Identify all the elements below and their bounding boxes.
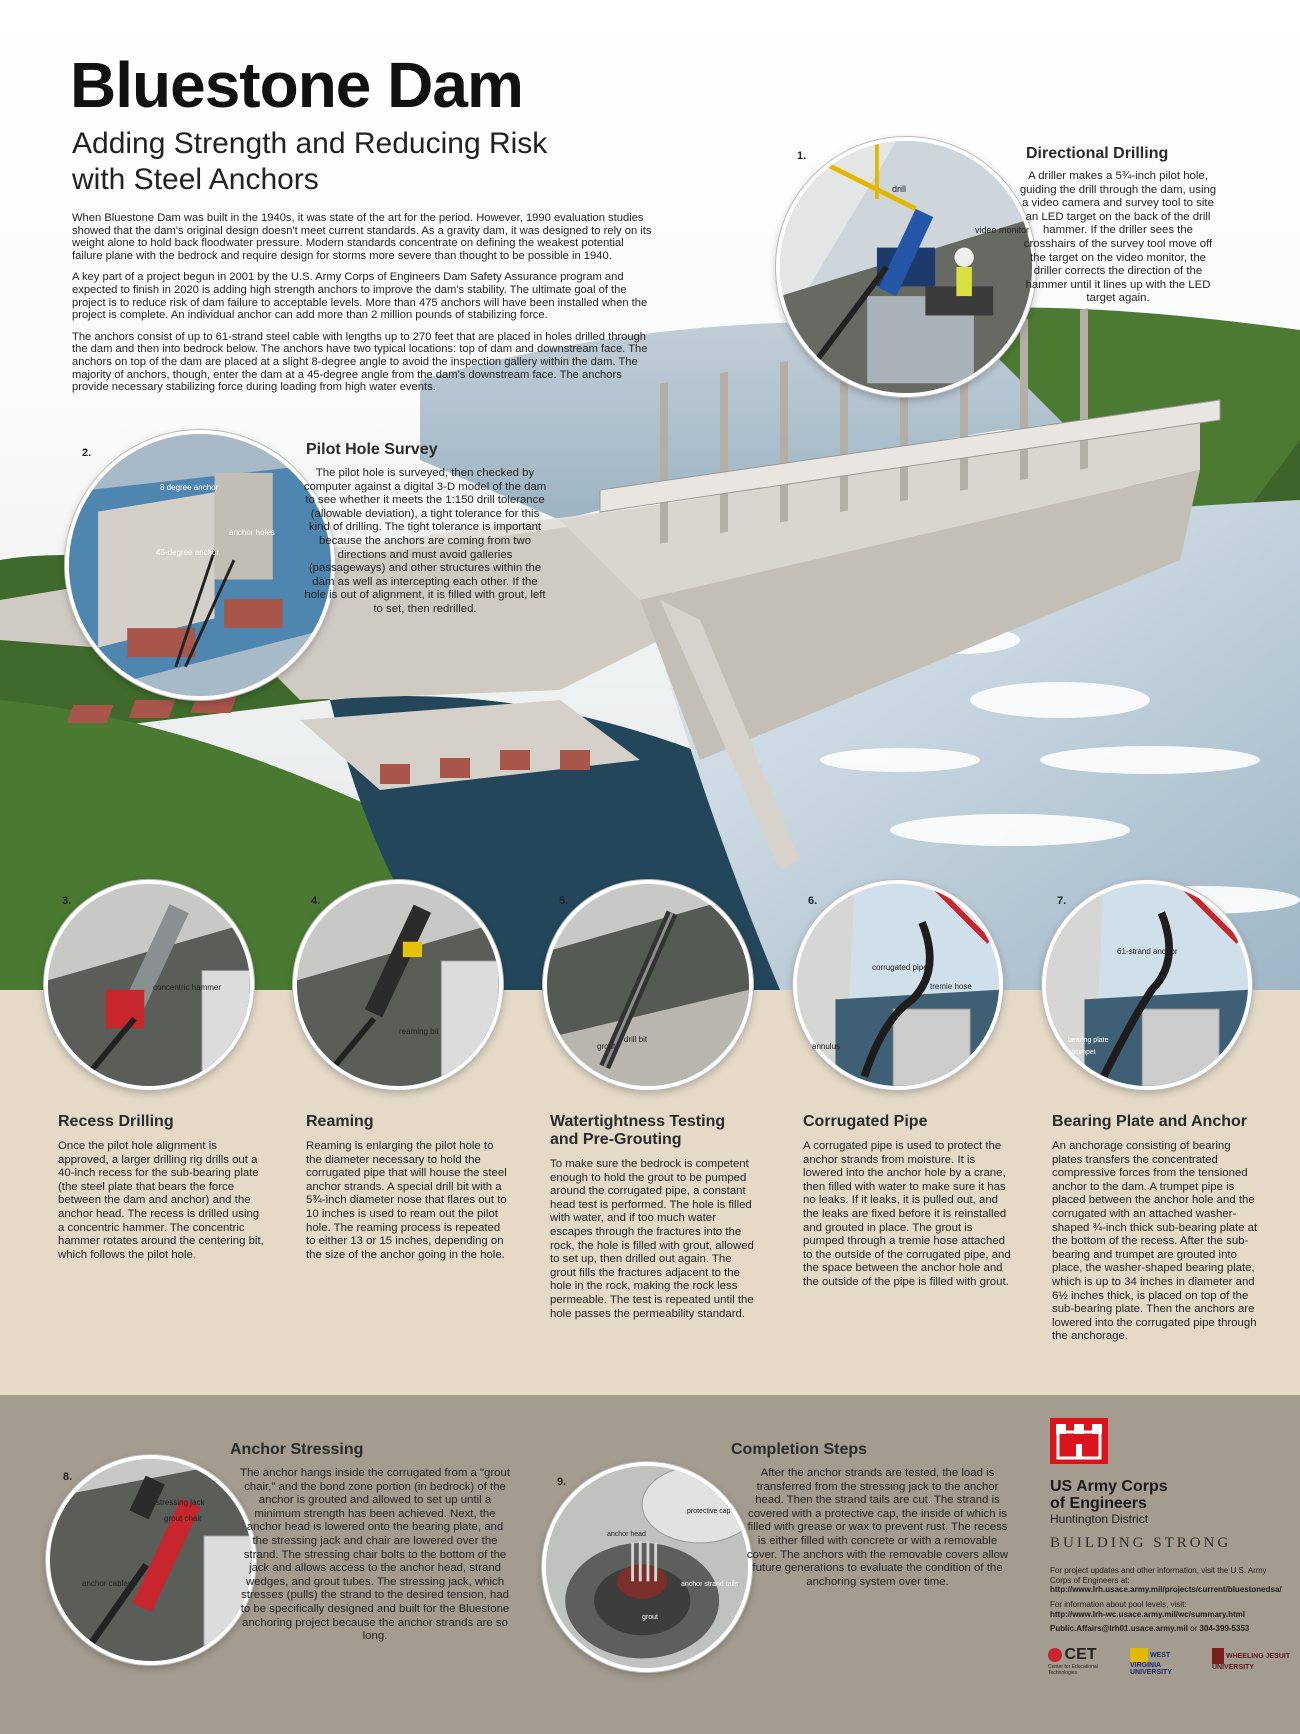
intro-text	[72, 212, 652, 403]
step-6-text: A corrugated pipe is used to protect the anchor strands from moisture. It is lowered into the anchor hole by a crane, then filled with water to make sure it has no leaks. If it leaks, it is pulled out, and the leaks are fixed before it is reinstalled and grouted in place. The grout is pumped through a tremie hose attached to the outside of the corrugated pipe, and the space between the anchor hole and the outside of the pipe is filled with grout.	[803, 1140, 1011, 1288]
step-8-text: The anchor hangs inside the corrugated from a "grout chair," and the bond zone portion (in bedrock) of the anchor is grouted and allowed to set up until a minimum strength has been achieved. Next, the anchor head is lowered onto the bearing plate, and the stressing jack and chair are lowered over the strand. The stressing chair bolts to the bottom of the jack and allows access to the anchor head, strand wedges, and grout tubes. The stressing jack, which stresses (pulls) the strand to the desired tension, had to be specifically designed and built for the Bluestone anchoring project because the anchor strands are so long.	[240, 1467, 510, 1643]
step-5-number: 5.	[559, 895, 569, 907]
page-subtitle	[72, 126, 672, 198]
step-9-number: 9.	[557, 1476, 567, 1488]
step-4-label: reaming bit	[399, 1027, 439, 1036]
step-9-label-grout: grout	[642, 1614, 658, 1621]
step-5-circle	[543, 880, 753, 1090]
partner-cet-name: CET	[1064, 1646, 1097, 1663]
step-3-circle	[44, 880, 254, 1090]
step-1-title: Directional Drilling	[1026, 145, 1169, 162]
step-3-title: Recess Drilling	[58, 1113, 174, 1130]
partner-wvu	[1130, 1648, 1200, 1676]
contact-phone: 304-399-5353	[1199, 1624, 1250, 1633]
step-6-label-pipe: corrugated pipe	[872, 963, 928, 972]
step-2-text: The pilot hole is surveyed, then checked by computer against a digital 3-D model of the dam to see whether it meets the 1:150 drill tolerance (allowable deviation), a tight tolerance for this kind of drilling. The tight tolerance is important because the anchors are coming from two directions and must avoid galleries (passageways) and other structures within the dam as well as intercepting each other. If the hole is out of alignment, it is filled with grout, left to set, then redrilled.	[303, 467, 547, 615]
step-9-label-tails: anchor strand tails	[681, 1581, 739, 1588]
step-8-label-jack: stressing jack	[156, 1498, 205, 1507]
wju-logo-icon	[1212, 1648, 1224, 1664]
step-1-number: 1.	[797, 150, 807, 162]
updates-info	[1050, 1566, 1290, 1595]
step-7-label-trumpet: trumpet	[1072, 1049, 1096, 1056]
step-1-circle	[776, 137, 1036, 397]
step-7-number: 7.	[1057, 895, 1067, 907]
step-9-label-cap: protective cap	[687, 1508, 731, 1515]
step-8-title: Anchor Stressing	[230, 1441, 364, 1458]
tagline: BUILDING STRONG	[1050, 1535, 1232, 1551]
step-7-label-plate: bearing plate	[1068, 1037, 1109, 1044]
step-1-text: A driller makes a 5¾-inch pilot hole, guiding the drill through the dam, using a video camera and survey tool to site an LED target on the back of the drill hammer. If the driller sees the crosshairs of the survey tool move off the target on the video monitor, the driller corrects the direction of the hammer until it lines up with the LED target again.	[1019, 170, 1217, 305]
step-5-title	[550, 1113, 725, 1149]
step-6-label-annulus: annulus	[812, 1042, 841, 1051]
step-5-label-drill: drill bit	[624, 1035, 648, 1044]
step-9-circle	[542, 1462, 752, 1672]
step-8-label-chair: grout chair	[164, 1514, 202, 1523]
step-3-label: concentric hammer	[153, 983, 222, 992]
step-3-text: Once the pilot hole alignment is approved, a larger drilling rig drills out a 40-inch recess for the sub-bearing plate (the steel plate that bears the force between the dam and anchor) and the anchor head. The recess is drilled using a concentric hammer. The concentric hammer rotates around the centering bit, which follows the pilot hole.	[58, 1140, 264, 1261]
step-9-label-head: anchor head	[607, 1531, 646, 1538]
intro-paragraph-3: The anchors consist of up to 61-strand steel cable with lengths up to 270 feet that are placed in holes drilled through the dam and then into bedrock below. The anchors have two typical locations: top of dam and downstream face. The anchors on top of the dam are placed at a slight 8-degree angle to avoid the inspection gallery within the dam. The majority of anchors, though, enter the dam at a 45-degree angle from the dam's downstream face. The anchors provide necessary stabilizing force during loading from high water events.	[72, 330, 648, 394]
page-title: Bluestone Dam	[70, 49, 523, 121]
pool-info	[1050, 1600, 1290, 1619]
step-2-label-holes: anchor holes	[229, 528, 275, 537]
step-4-text: Reaming is enlarging the pilot hole to the diameter necessary to hold the corrugated pipe that will house the steel anchor strands. A special drill bit with a 5¾-inch diameter nose that flares out to 10 inches is used to ream out the pilot hole. The reaming process is repeated to either 13 or 15 inches, depending on the size of the anchor going in the hole.	[306, 1140, 507, 1261]
wvu-logo-icon	[1130, 1648, 1148, 1662]
intro-paragraph-2: A key part of a project begun in 2001 by the U.S. Army Corps of Engineers Dam Safety Assurance program and expected to finish in 2020 is adding high strength anchors to improve the dam's stability. The ultimate goal of the project is to reduce risk of dam failure to acceptable levels. More than 475 anchors will have been installed when the project is complete. An individual anchor can add more than 2 million pounds of stabilizing force.	[72, 271, 648, 322]
step-5-text: To make sure the bedrock is competent enough to hold the grout to be pumped around the corrugated pipe, a constant head test is performed. The hole is filled with water, and if too much water escapes through the fractures into the rock, the hole is filled with grout, allowed to set up, then drilled out again. The grout fills the fractures adjacent to the hole in the rock, making the rock less permeable. The test is repeated until the hole passes the permeability standard.	[550, 1158, 754, 1320]
step-7-label-anchor: 61-strand anchor	[1117, 947, 1178, 956]
district-name: Huntington District	[1050, 1512, 1149, 1526]
updates-intro: For project updates and other information, visit the U.S. Army Corps of Engineers at:	[1050, 1566, 1267, 1585]
step-8-circle	[46, 1455, 256, 1665]
org-name-line-1: US Army Corps	[1050, 1478, 1168, 1495]
org-name	[1050, 1478, 1168, 1512]
step-2-circle	[65, 430, 335, 700]
partner-wju-name: WHEELING JESUIT UNIVERSITY	[1212, 1652, 1291, 1671]
step-2-label-8deg: 8 degree anchor	[160, 483, 219, 492]
step-8-number: 8.	[63, 1471, 73, 1483]
step-9-title: Completion Steps	[731, 1441, 868, 1458]
pool-link[interactable]: http://www.lrh-wc.usace.army.mil/wc/summary.html	[1050, 1609, 1246, 1619]
step-5-label-grout: grout	[597, 1042, 616, 1051]
subtitle-line-2: with Steel Anchors	[72, 163, 319, 196]
partner-wju	[1212, 1648, 1292, 1671]
step-3-number: 3.	[62, 895, 72, 907]
updates-link[interactable]: http://www.lrh.usace.army.mil/projects/current/bluestonedsa/	[1050, 1585, 1282, 1595]
step-2-label-45deg: 45-degree anchor	[156, 548, 220, 557]
org-name-line-2: of Engineers	[1050, 1495, 1147, 1512]
step-1-label-drill: drill	[892, 184, 907, 194]
step-7-title: Bearing Plate and Anchor	[1052, 1113, 1247, 1130]
step-2-title: Pilot Hole Survey	[306, 441, 438, 458]
step-4-number: 4.	[311, 895, 321, 907]
step-6-label-hose: tremie hose	[930, 982, 972, 991]
contact-email[interactable]: Public.Affairs@lrh01.usace.army.mil	[1050, 1624, 1188, 1633]
cet-apple-icon	[1048, 1648, 1062, 1662]
subtitle-line-1: Adding Strength and Reducing Risk	[72, 127, 548, 160]
step-6-number: 6.	[808, 895, 818, 907]
step-4-title: Reaming	[306, 1113, 374, 1130]
contact-or: or	[1190, 1624, 1198, 1633]
usace-castle-logo	[1050, 1418, 1108, 1464]
step-5-title-line-1: Watertightness Testing	[550, 1113, 726, 1130]
step-4-circle	[293, 880, 503, 1090]
step-5-title-line-2: and Pre-Grouting	[550, 1131, 682, 1148]
step-6-title: Corrugated Pipe	[803, 1113, 928, 1130]
pool-intro: For information about pool levels, visit:	[1050, 1600, 1187, 1609]
step-9-text: After the anchor strands are tested, the load is transferred from the stressing jack to the anchor head. Then the strand tails are cut. The strand is covered with a protective cap, the inside of which is filled with grease or wax to prevent rust. The recess is either filled with concrete or with a removable cover. The anchors with the removable covers allow future generations to evaluate the condition of the anchoring system over time.	[746, 1467, 1009, 1588]
step-7-text: An anchorage consisting of bearing plates transfers the concentrated compressive forces from the tensioned anchor to the dam. A trumpet pipe is placed between the anchor hole and the corrugated with an attached washer-shaped ¾-inch thick sub-bearing plate at the bottom of the recess. After the sub-bearing and trumpet are grouted into place, the washer-shaped bearing plate, which is up to 34 inches in diameter and 6½ inches thick, is placed on top of the sub-bearing plate. Then the anchors are lowered into the corrugated pipe through the anchorage.	[1052, 1140, 1258, 1343]
step-8-label-cables: anchor cables	[82, 1579, 132, 1588]
contact-info	[1050, 1624, 1290, 1634]
step-1-label-monitor: video monitor	[975, 225, 1030, 235]
partner-cet-sub: Center for Educational Technologies	[1048, 1664, 1098, 1676]
intro-paragraph-1: When Bluestone Dam was built in the 1940s, it was state of the art for the period. However, 1990 evaluation studies showed that the dam's original design doesn't meet current standards. As a gravity dam, it was designed to rely on its weight alone to hold back floodwater pressure. Modern standards concentrate on defining the weakest potential failure plane with the bedrock and require design for storms more severe than thought to be possible in 1940.	[72, 212, 652, 262]
step-2-number: 2.	[82, 447, 92, 459]
partner-cet	[1048, 1646, 1118, 1676]
partner-wvu-name: WEST VIRGINIA UNIVERSITY	[1130, 1651, 1173, 1676]
